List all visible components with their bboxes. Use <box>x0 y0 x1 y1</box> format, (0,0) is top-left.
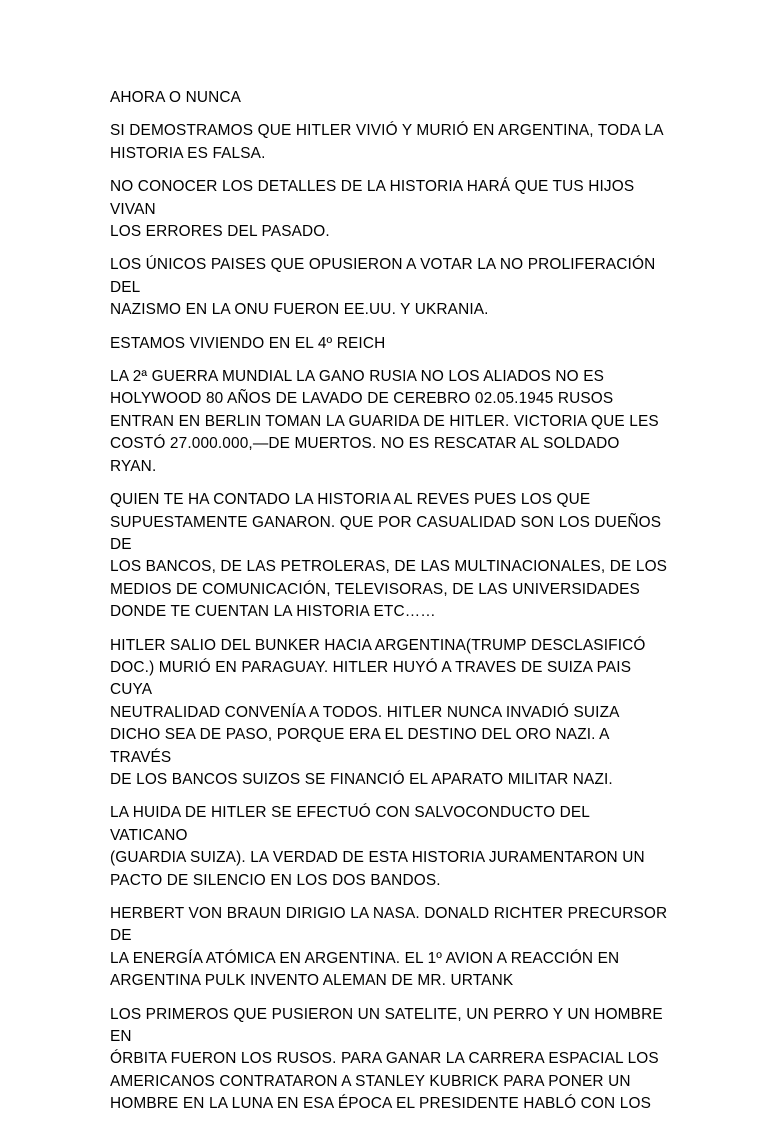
paragraph-2: NO CONOCER LOS DETALLES DE LA HISTORIA HARÁ QUE TUS HIJOS VIVAN LOS ERRORES DEL PASADO. <box>110 178 635 241</box>
document-page <box>110 87 670 1127</box>
document-heading: AHORA O NUNCA <box>110 89 242 106</box>
paragraph-8: LA HUIDA DE HITLER SE EFECTUÓ CON SALVOCONDUCTO DEL VATICANO (GUARDIA SUIZA). LA VERDAD DE ESTA HISTORIA JURAMENTARON UN PACTO DE SILENCIO EN LOS DOS BANDOS. <box>110 804 645 889</box>
paragraph-4: ESTAMOS VIVIENDO EN EL 4º REICH <box>110 334 386 352</box>
paragraph-9: HERBERT VON BRAUN DIRIGIO LA NASA. DONALD RICHTER PRECURSOR DE LA ENERGÍA ATÓMICA EN ARGENTINA. EL 1º AVION A REACCIÓN EN ARGENTINA PULK INVENTO ALEMAN DE MR. URTANK <box>110 905 668 990</box>
paragraph-1: SI DEMOSTRAMOS QUE HITLER VIVIÓ Y MURIÓ EN ARGENTINA, TODA LA HISTORIA ES FALSA. <box>110 122 664 162</box>
paragraph-6: QUIEN TE HA CONTADO LA HISTORIA AL REVES PUES LOS QUE SUPUESTAMENTE GANARON. QUE POR CASUALIDAD SON LOS DUEÑOS DE LOS BANCOS, DE LAS PETROLERAS, DE LAS MULTINACIONALES, DE LOS MEDIOS DE COMUNICACIÓN, TELEVISORAS, DE LAS UNIVERSIDADES DONDE TE CUENTAN LA HISTORIA ETC…… <box>110 491 668 621</box>
paragraph-10: LOS PRIMEROS QUE PUSIERON UN SATELITE, UN PERRO Y UN HOMBRE EN ÓRBITA FUERON LOS RUSOS. PARA GANAR LA CARRERA ESPACIAL LOS AMERICANOS CONTRATARON A STANLEY KUBRICK PARA PONER UN HOMBRE EN LA LUNA EN ESA ÉPOCA EL PRESIDENTE HABLÓ CON LOS <box>110 1005 663 1113</box>
paragraph-5: LA 2ª GUERRA MUNDIAL LA GANO RUSIA NO LOS ALIADOS NO ES HOLYWOOD 80 AÑOS DE LAVADO DE CEREBRO 02.05.1945 RUSOS ENTRAN EN BERLIN TOMAN LA GUARIDA DE HITLER. VICTORIA QUE LES COSTÓ 27.000.000,—DE MUERTOS. NO ES RESCATAR AL SOLDADO RYAN. <box>110 368 659 475</box>
paragraph-3: LOS ÚNICOS PAISES QUE OPUSIERON A VOTAR LA NO PROLIFERACIÓN DEL NAZISMO EN LA ONU FUERON EE.UU. Y UKRANIA. <box>110 256 656 319</box>
paragraph-7: HITLER SALIO DEL BUNKER HACIA ARGENTINA(TRUMP DESCLASIFICÓ DOC.) MURIÓ EN PARAGUAY. HITLER HUYÓ A TRAVES DE SUIZA PAIS CUYA NEUTRALIDAD CONVENÍA A TODOS. HITLER NUNCA INVADIÓ SUIZA DICHO SEA DE PASO, PORQUE ERA EL DESTINO DEL ORO NAZI. A TRAVÉS DE LOS BANCOS SUIZOS SE FINANCIÓ EL APARATO MILITAR NAZI. <box>110 636 646 788</box>
